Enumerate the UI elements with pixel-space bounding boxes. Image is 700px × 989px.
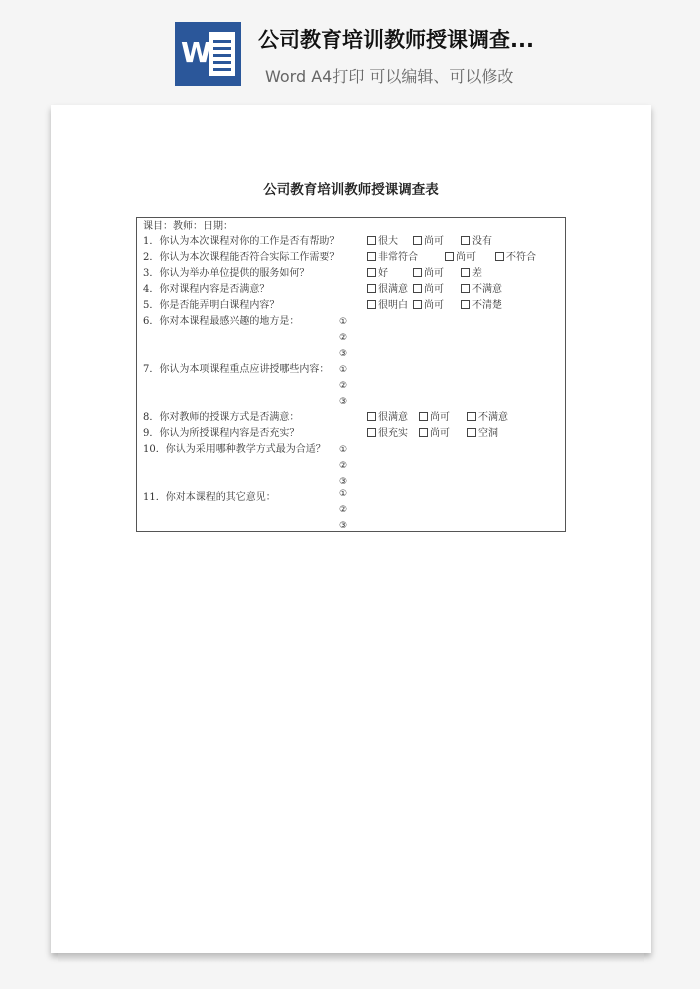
checkbox-icon: [495, 252, 504, 261]
checkbox-icon: [367, 412, 376, 421]
checkbox-icon: [461, 268, 470, 277]
checkbox-icon: [413, 284, 422, 293]
checkbox-icon: [367, 300, 376, 309]
page-title[interactable]: 公司教育培训教师授课调查...: [258, 28, 534, 52]
option-q2-2[interactable]: 尚可: [445, 252, 476, 264]
checkbox-icon: [467, 428, 476, 437]
option-q2-1[interactable]: 非常符合: [367, 252, 418, 264]
checkbox-icon: [367, 236, 376, 245]
option-q9-2[interactable]: 尚可: [419, 428, 450, 440]
question-7: 7．你认为本项课程重点应讲授哪些内容：: [143, 364, 330, 375]
answer-mark-q11-1[interactable]: ①: [339, 489, 348, 499]
option-q9-3[interactable]: 空洞: [467, 428, 498, 440]
question-10: 10．你认为采用哪种教学方式最为合适？: [143, 444, 326, 455]
checkbox-icon: [419, 412, 428, 421]
page-shadow: [58, 953, 644, 963]
option-q3-3[interactable]: 差: [461, 268, 482, 280]
form-header-line: 课目：教师：日期：: [143, 221, 233, 232]
question-1: 1．你认为本次课程对你的工作是否有帮助？: [143, 236, 340, 247]
answer-mark-q6-1[interactable]: ①: [339, 317, 348, 327]
option-q5-3[interactable]: 不清楚: [461, 300, 502, 312]
option-q4-3[interactable]: 不满意: [461, 284, 502, 296]
checkbox-icon: [413, 300, 422, 309]
answer-mark-q10-2[interactable]: ②: [339, 461, 348, 471]
option-q1-1[interactable]: 很大: [367, 236, 398, 248]
word-icon: [175, 22, 241, 86]
question-9: 9．你认为所授课程内容是否充实？: [143, 428, 300, 439]
option-q3-1[interactable]: 好: [367, 268, 388, 280]
answer-mark-q11-2[interactable]: ②: [339, 505, 348, 515]
answer-mark-q7-2[interactable]: ②: [339, 381, 348, 391]
option-q3-2[interactable]: 尚可: [413, 268, 444, 280]
word-icon-letter: W: [181, 36, 212, 69]
checkbox-icon: [367, 284, 376, 293]
option-q8-2[interactable]: 尚可: [419, 412, 450, 424]
answer-mark-q7-3[interactable]: ③: [339, 397, 348, 407]
checkbox-icon: [367, 252, 376, 261]
checkbox-icon: [413, 236, 422, 245]
question-4: 4．你对课程内容是否满意？: [143, 284, 270, 295]
option-q8-1[interactable]: 很满意: [367, 412, 408, 424]
answer-mark-q6-2[interactable]: ②: [339, 333, 348, 343]
checkbox-icon: [445, 252, 454, 261]
survey-form: [136, 217, 566, 532]
question-6: 6．你对本课程最感兴趣的地方是：: [143, 316, 300, 327]
option-q1-3[interactable]: 没有: [461, 236, 492, 248]
answer-mark-q10-3[interactable]: ③: [339, 477, 348, 487]
document-page: [51, 105, 651, 953]
checkbox-icon: [419, 428, 428, 437]
checkbox-icon: [367, 268, 376, 277]
page-subtitle: Word A4打印 可以编辑、可以修改: [265, 67, 514, 86]
word-icon-page: [209, 32, 235, 76]
question-2: 2．你认为本次课程能否符合实际工作需要？: [143, 252, 340, 263]
option-q4-1[interactable]: 很满意: [367, 284, 408, 296]
checkbox-icon: [461, 284, 470, 293]
option-q8-3[interactable]: 不满意: [467, 412, 508, 424]
option-q9-1[interactable]: 很充实: [367, 428, 408, 440]
question-8: 8．你对教师的授课方式是否满意：: [143, 412, 300, 423]
preview-header: [0, 0, 700, 100]
checkbox-icon: [413, 268, 422, 277]
answer-mark-q11-3[interactable]: ③: [339, 521, 348, 531]
option-q5-2[interactable]: 尚可: [413, 300, 444, 312]
checkbox-icon: [367, 428, 376, 437]
checkbox-icon: [461, 236, 470, 245]
checkbox-icon: [461, 300, 470, 309]
option-q2-3[interactable]: 不符合: [495, 252, 536, 264]
question-11: 11．你对本课程的其它意见：: [143, 492, 276, 503]
answer-mark-q10-1[interactable]: ①: [339, 445, 348, 455]
option-q4-2[interactable]: 尚可: [413, 284, 444, 296]
question-3: 3．你认为举办单位提供的服务如何？: [143, 268, 310, 279]
document-title: 公司教育培训教师授课调查表: [263, 182, 439, 198]
answer-mark-q7-1[interactable]: ①: [339, 365, 348, 375]
option-q5-1[interactable]: 很明白: [367, 300, 408, 312]
checkbox-icon: [467, 412, 476, 421]
option-q1-2[interactable]: 尚可: [413, 236, 444, 248]
question-5: 5．你是否能弄明白课程内容？: [143, 300, 280, 311]
answer-mark-q6-3[interactable]: ③: [339, 349, 348, 359]
